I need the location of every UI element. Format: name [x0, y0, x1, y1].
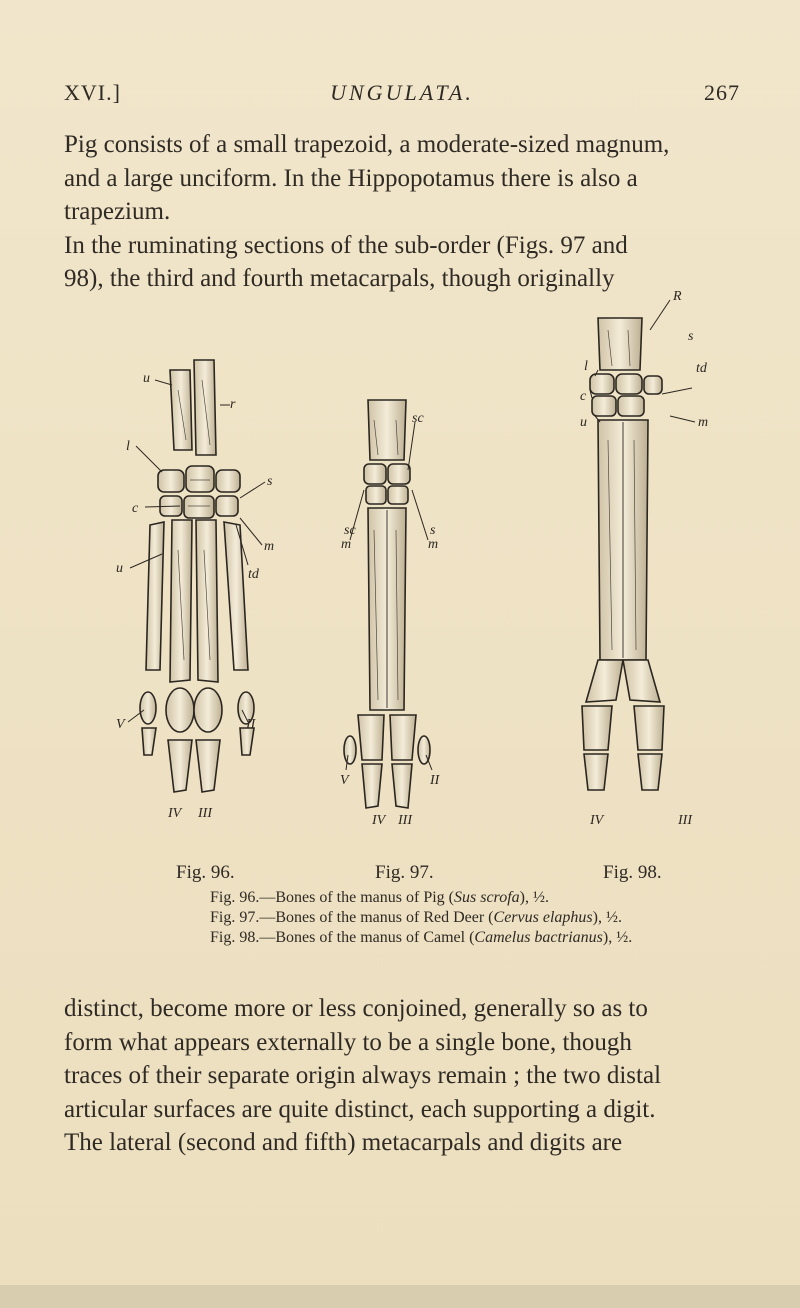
text-line: 98), the third and fourth metacarpals, though originally	[64, 265, 615, 292]
fig98-letter-l: l	[584, 359, 588, 374]
fig96-letter-u: u	[143, 371, 150, 386]
fig96-letter-iii: III	[198, 806, 212, 821]
fig96-pig-manus-drawing	[140, 360, 254, 792]
fig98-letter-u: u	[580, 415, 587, 430]
fig96-letter-iv: IV	[168, 806, 182, 821]
page-number: 267	[704, 80, 740, 105]
fig98-letter-m: m	[698, 415, 709, 430]
fig97-letter-m: m	[341, 537, 352, 552]
fig98-letter-c: c	[580, 389, 587, 404]
text-line: form what appears externally to be a single bone, though	[64, 1028, 632, 1056]
fig97-letter-v: V	[340, 773, 349, 788]
text-line: In the ruminating sections of the sub-order (Figs. 97 and	[64, 231, 628, 259]
text-line: distinct, become more or less conjoined, generally so as to	[64, 995, 648, 1022]
fig97-letter-iv: IV	[372, 813, 386, 828]
caption-species: Cervus elaphus	[493, 909, 593, 926]
bottom-paragraph	[64, 992, 740, 1160]
top-paragraph	[64, 128, 740, 296]
fig97-letter-sc: sc	[412, 411, 424, 426]
fig96-letter-l: l	[126, 439, 130, 454]
fig97-letter-sc-left: sc	[344, 523, 356, 538]
fig96-letter-u2: u	[116, 561, 123, 576]
fig97-deer-manus-drawing	[344, 400, 430, 808]
caption-fig98: Fig. 98.—Bones of the manus of Camel (Camelus bactrianus), ½.	[210, 929, 633, 946]
caption-species: Sus scrofa	[454, 889, 520, 906]
fig96-letter-c: c	[132, 501, 139, 516]
running-title: UNGULATA.	[330, 80, 474, 105]
fig97-letter-m-right: m	[428, 537, 439, 552]
caption-fig96: Fig. 96.—Bones of the manus of Pig (Sus scrofa), ½.	[210, 889, 549, 906]
text-line: articular surfaces are quite distinct, each supporting a digit.	[64, 1095, 656, 1123]
chapter-number: XVI.]	[64, 80, 121, 105]
fig96-letter-ii: II	[246, 717, 256, 732]
page-bottom-edge	[0, 1285, 800, 1308]
fig98-letter-r: R	[673, 289, 682, 304]
text-line: The lateral (second and fifth) metacarpals and digits are	[64, 1129, 623, 1156]
fig97-letter-ii: II	[430, 773, 440, 788]
text-line: and a large unciform. In the Hippopotamus there is also a	[64, 164, 638, 192]
fig96-letter-m: m	[264, 539, 275, 554]
fig96-letter-r: r	[230, 397, 236, 412]
fig98-letter-td: td	[696, 361, 707, 376]
caption-species: Camelus bactrianus	[474, 929, 603, 946]
fig97-label: Fig. 97.	[375, 862, 434, 883]
running-head	[64, 80, 740, 110]
fig98-camel-manus-drawing	[582, 318, 664, 790]
fig97-letter-iii: III	[398, 813, 412, 828]
figure-captions	[210, 888, 710, 948]
fig96-letter-td: td	[248, 567, 259, 582]
fig98-letter-s: s	[688, 329, 694, 344]
fig97-letter-s: s	[430, 523, 436, 538]
figures-illustration	[116, 289, 730, 930]
fig96-letter-v: V	[116, 717, 125, 732]
fig98-letter-iii: III	[678, 813, 692, 828]
text-line: Pig consists of a small trapezoid, a moderate-sized magnum,	[64, 131, 670, 158]
fig96-label: Fig. 96.	[176, 862, 235, 883]
text-line: trapezium.	[64, 198, 171, 225]
fig98-letter-iv: IV	[590, 813, 604, 828]
text-line: traces of their separate origin always remain ; the two distal	[64, 1062, 662, 1089]
caption-fig97: Fig. 97.—Bones of the manus of Red Deer (Cervus elaphus), ½.	[210, 909, 622, 926]
fig98-label: Fig. 98.	[603, 862, 662, 883]
fig96-letter-s: s	[267, 474, 273, 489]
